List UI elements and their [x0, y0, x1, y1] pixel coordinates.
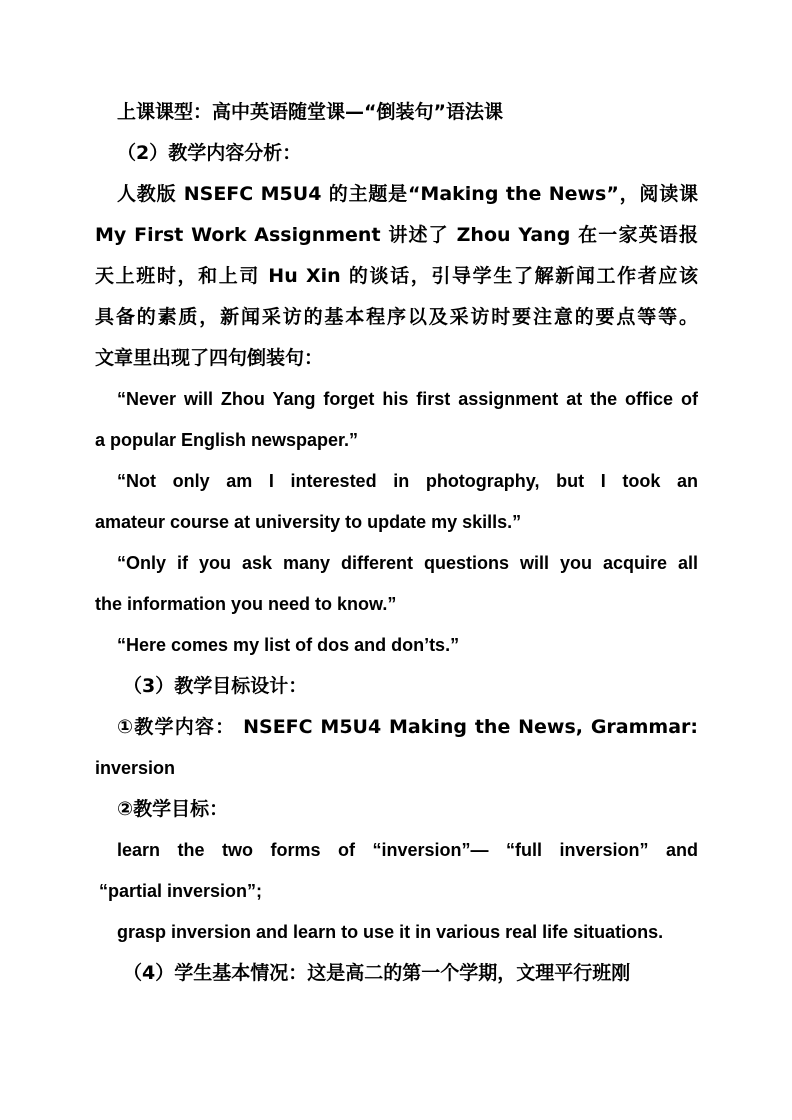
objective-goals-heading: ②教学目标：	[117, 798, 229, 820]
paragraph-line: My First Work Assignment 讲述了 Zhou Yang 在一家英语报	[95, 224, 698, 246]
paragraph-line: 具备的素质，新闻采访的基本程序以及采访时要注意的要点等等。	[95, 306, 698, 328]
paragraph-line: 人教版 NSEFC M5U4 的主题是“Making the News”，阅读课	[117, 183, 698, 205]
section-heading-content-analysis: （2）教学内容分析：	[117, 142, 302, 164]
goal-line: “partial inversion”;	[99, 881, 263, 901]
section-heading-students: （4）学生基本情况：这是高二的第一个学期，文理平行班刚	[123, 962, 631, 984]
quote-line: amateur course at university to update my skills.”	[95, 512, 522, 532]
quote-line: a popular English newspaper.”	[95, 430, 359, 450]
document-page	[95, 92, 698, 994]
objective-content-line: inversion	[95, 758, 176, 778]
objective-content-line: ①教学内容： NSEFC M5U4 Making the News, Grammar:	[117, 716, 698, 738]
section-heading-objectives: （3）教学目标设计：	[123, 675, 308, 697]
paragraph-line: 文章里出现了四句倒装句：	[95, 347, 324, 369]
quote-line: “Only if you ask many different questions will you acquire all	[117, 553, 698, 573]
quote-line: “Never will Zhou Yang forget his first assignment at the office of	[117, 389, 698, 409]
goal-line: grasp inversion and learn to use it in various real life situations.	[117, 922, 664, 942]
quote-line: the information you need to know.”	[95, 594, 397, 614]
paragraph-line: 天上班时，和上司 Hu Xin 的谈话，引导学生了解新闻工作者应该	[95, 265, 698, 287]
quote-line: “Here comes my list of dos and don’ts.”	[117, 635, 460, 655]
quote-line: “Not only am I interested in photography, but I took an	[117, 471, 698, 491]
goal-line: learn the two forms of “inversion”— “full inversion” and	[117, 840, 698, 860]
lesson-type-line: 上课课型：高中英语随堂课—“倒装句”语法课	[117, 101, 503, 123]
